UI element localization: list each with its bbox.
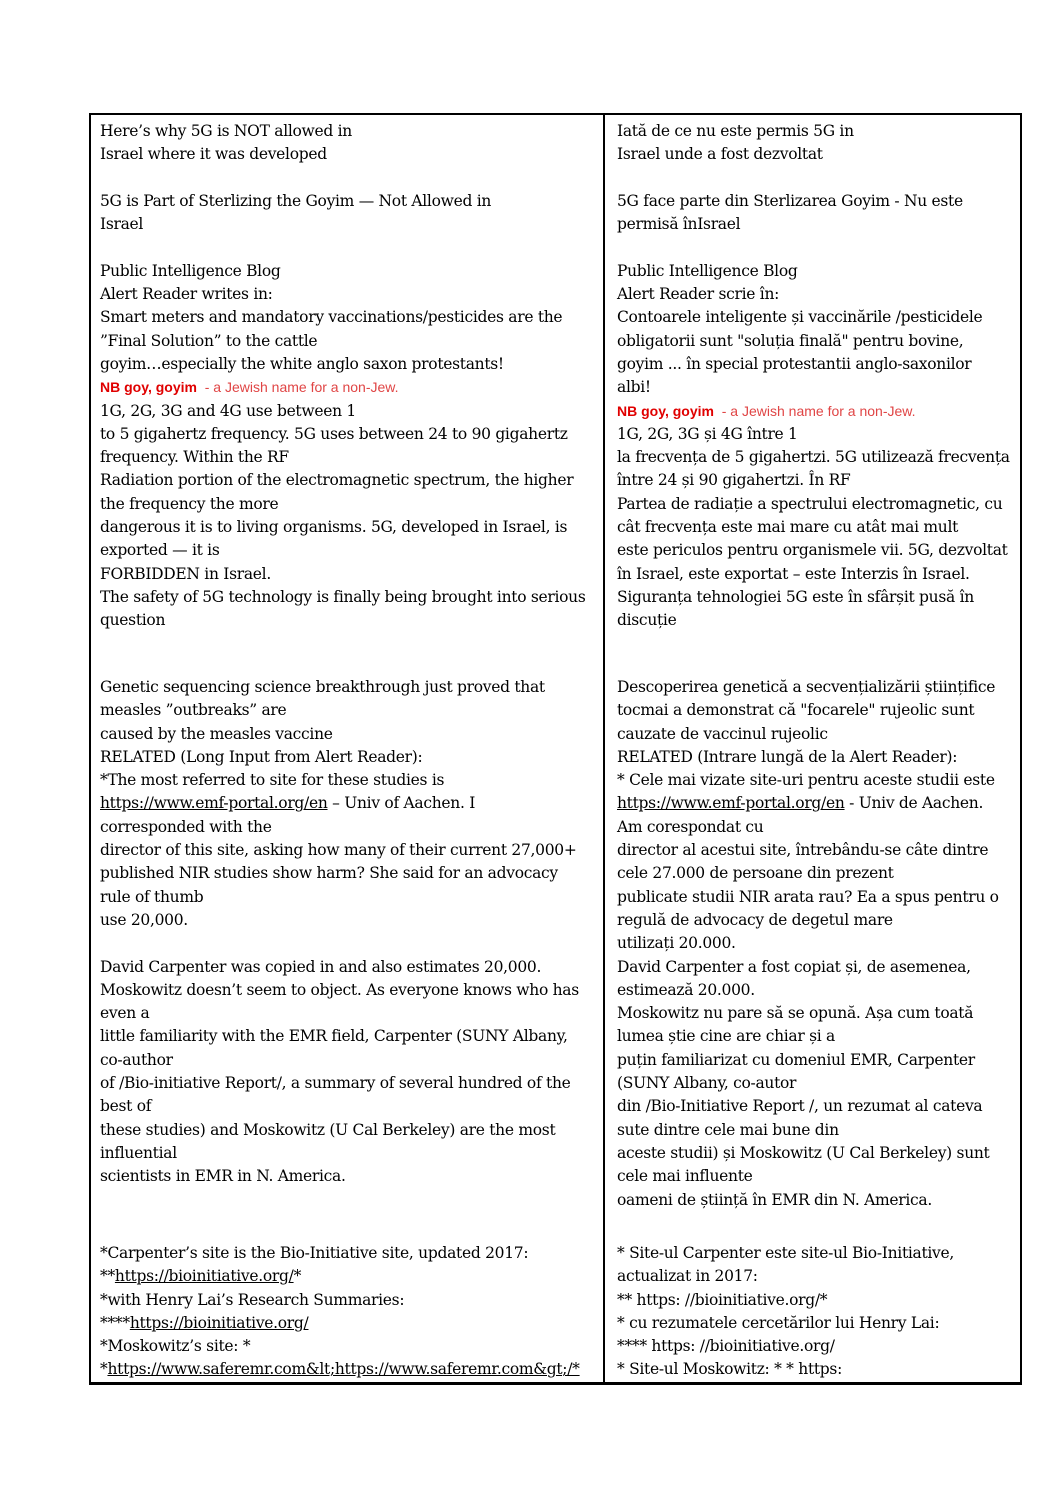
text-line <box>617 586 1012 609</box>
text-line <box>100 839 595 862</box>
text-segment: best of <box>100 1097 152 1116</box>
text-segment: *Moskowitz’s site: * <box>100 1337 251 1356</box>
text-segment: la frecvența de 5 gigahertzi. 5G utilizează frecvența <box>617 448 1010 467</box>
text-segment: corresponded with the <box>100 817 272 836</box>
text-segment: Siguranța tehnologiei 5G este în sfârșit pusă în <box>617 587 974 606</box>
romanian-cell <box>604 114 1021 671</box>
text-line <box>617 260 1012 283</box>
text-segment: FORBIDDEN in Israel. <box>100 564 271 583</box>
text-segment: obligatorii sunt "soluția finală" pentru bovine, <box>617 331 964 350</box>
text-segment: Genetic sequencing science breakthrough just proved that <box>100 678 545 696</box>
text-segment: 1G, 2G, 3G and 4G use between 1 <box>100 401 356 420</box>
text-line <box>617 1189 1012 1212</box>
text-segment: (SUNY Albany, co-autor <box>617 1074 797 1093</box>
text-line <box>617 1335 1012 1358</box>
text-line <box>617 516 1012 539</box>
text-segment: * Site-ul Carpenter este site-ul Bio-Initiative, <box>617 1244 955 1262</box>
text-segment: puțin familiarizat cu domeniul EMR, Carpenter <box>617 1050 975 1069</box>
text-line <box>617 1025 1012 1048</box>
text-line <box>617 143 1012 166</box>
text-segment: regulă de advocacy de degetul mare <box>617 910 893 929</box>
text-segment: Public Intelligence Blog <box>617 261 798 280</box>
text-line <box>617 699 1012 722</box>
text-line <box>100 539 595 562</box>
text-segment: published NIR studies show harm? She said for an advocacy <box>100 864 558 883</box>
text-line <box>617 816 1012 839</box>
text-line <box>100 676 595 699</box>
text-line <box>617 353 1012 376</box>
text-line <box>100 1165 595 1188</box>
text-line <box>617 886 1012 909</box>
text-line <box>617 423 1012 446</box>
text-segment: caused by the measles vaccine <box>100 724 333 743</box>
text-segment: – Univ of Aachen. I <box>327 794 476 813</box>
text-line <box>617 769 1012 792</box>
text-line <box>100 1025 595 1048</box>
table-row <box>90 1237 1021 1383</box>
text-segment: este periculos pentru organismele vii. 5G, dezvoltat <box>617 541 1008 560</box>
text-line <box>617 1119 1012 1142</box>
text-segment: lumea știe cine are chiar și a <box>617 1027 835 1046</box>
text-segment: Israel unde a fost dezvoltat <box>617 145 823 164</box>
text-line <box>617 1072 1012 1095</box>
text-line <box>100 1049 595 1072</box>
text-line <box>100 886 595 909</box>
text-segment: ** <box>100 1267 115 1286</box>
text-segment: permisă înIsrael <box>617 215 741 234</box>
text-line <box>617 1242 1012 1265</box>
text-segment: * Site-ul Moskowitz: * * https: <box>617 1360 843 1379</box>
text-line <box>100 120 595 143</box>
text-segment: Descoperirea genetică a secvențializării științifice <box>617 678 996 696</box>
text-line <box>100 816 595 839</box>
text-segment: * Cele mai vizate site-uri pentru aceste studii este <box>617 771 995 790</box>
text-line <box>100 423 595 446</box>
text-segment: Alert Reader scrie în: <box>617 285 780 304</box>
text-line <box>100 723 595 746</box>
blank-line <box>100 236 595 259</box>
text-line <box>100 1242 595 1265</box>
text-segment: even a <box>100 1004 150 1023</box>
text-line <box>100 563 595 586</box>
text-line <box>100 446 595 469</box>
english-cell <box>90 114 604 671</box>
text-line <box>100 1072 595 1095</box>
text-segment: Here’s why 5G is NOT allowed in <box>100 122 352 140</box>
text-line <box>100 213 595 236</box>
text-line <box>100 609 595 632</box>
text-line <box>617 862 1012 885</box>
text-segment: dangerous it is to living organisms. 5G, developed in Israel, is <box>100 518 568 537</box>
text-segment: *Carpenter’s site is the Bio-Initiative site, updated 2017: <box>100 1244 529 1262</box>
text-line <box>617 213 1012 236</box>
text-line <box>100 1119 595 1142</box>
text-line <box>100 330 595 353</box>
annotation-text: NB goy, goyim <box>617 402 714 419</box>
text-segment: rule of thumb <box>100 887 204 906</box>
english-cell <box>90 1237 604 1383</box>
text-segment: sute dintre cele mai bune din <box>617 1120 839 1139</box>
text-line <box>617 979 1012 1002</box>
text-segment: Moskowitz doesn’t seem to object. As everyone knows who has <box>100 980 579 999</box>
text-segment: Partea de radiație a spectrului electromagnetic, cu <box>617 494 1003 513</box>
text-segment: frequency. Within the RF <box>100 448 289 467</box>
text-segment: RELATED (Intrare lungă de la Alert Reader): <box>617 747 958 766</box>
text-segment: Am corespondat cu <box>617 817 764 836</box>
text-segment: David Carpenter a fost copiat și, de asemenea, <box>617 957 971 976</box>
text-segment: ** https: //bioinitiative.org/* <box>617 1290 828 1309</box>
text-line <box>100 586 595 609</box>
text-line <box>100 516 595 539</box>
romanian-cell <box>604 1237 1021 1383</box>
text-segment: David Carpenter was copied in and also estimates 20,000. <box>100 957 542 976</box>
text-line <box>100 956 595 979</box>
text-segment: RELATED (Long Input from Alert Reader): <box>100 747 423 766</box>
text-segment: of /Bio-initiative Report/, a summary of several hundred of the <box>100 1074 571 1093</box>
text-line <box>100 469 595 492</box>
text-line <box>617 609 1012 632</box>
text-segment: goyim ... în special protestantii anglo-saxonilor <box>617 354 972 373</box>
text-line <box>617 1289 1012 1312</box>
text-segment: în Israel, este exportat – este Interzis în Israel. <box>617 564 970 583</box>
text-line <box>617 539 1012 562</box>
translation-table <box>89 113 1022 1385</box>
text-segment: cele 27.000 de persoane din prezent <box>617 864 894 883</box>
blank-line <box>617 167 1012 190</box>
link[interactable]: https://www.emf-portal.org/en <box>617 794 845 813</box>
text-segment: 5G is Part of Sterlizing the Goyim — Not Allowed in <box>100 191 492 210</box>
text-line <box>100 1002 595 1025</box>
text-line <box>617 376 1012 399</box>
text-line <box>100 353 595 376</box>
text-segment: - Univ de Aachen. <box>844 794 984 813</box>
text-line <box>100 1095 595 1118</box>
text-line <box>100 1289 595 1312</box>
text-line <box>617 1002 1012 1025</box>
text-line <box>100 493 595 516</box>
text-segment: cât frecvența este mai mare cu atât mai mult <box>617 518 959 537</box>
text-segment: these studies) and Moskowitz (U Cal Berkeley) are the most <box>100 1120 556 1139</box>
text-segment: tocmai a demonstrat că "focarele" rujeolic sunt <box>617 701 975 720</box>
text-segment: Public Intelligence Blog <box>100 261 281 280</box>
text-line <box>617 1265 1012 1288</box>
text-segment: publicate studii NIR arata rau? Ea a spus pentru o <box>617 887 999 906</box>
text-segment: scientists in EMR in N. America. <box>100 1167 346 1186</box>
text-segment: din /Bio-Initiative Report /, un rezumat al cateva <box>617 1097 983 1116</box>
text-segment: *The most referred to site for these studies is <box>100 771 445 790</box>
text-segment: cauzate de vaccinul rujeolic <box>617 724 828 743</box>
text-segment: *with Henry Lai’s Research Summaries: <box>100 1290 405 1309</box>
text-line <box>100 1358 595 1381</box>
text-segment: The safety of 5G technology is finally being brought into serious <box>100 587 586 606</box>
text-segment: exported — it is <box>100 541 220 560</box>
text-segment: **** https: //bioinitiative.org/ <box>617 1337 835 1356</box>
table-row <box>90 114 1021 671</box>
text-segment: Israel <box>100 215 144 234</box>
text-line <box>617 469 1012 492</box>
text-line <box>617 493 1012 516</box>
text-segment: Radiation portion of the electromagnetic spectrum, the higher <box>100 471 574 490</box>
text-line <box>617 792 1012 815</box>
text-segment: little familiarity with the EMR field, Carpenter (SUNY Albany, <box>100 1027 568 1046</box>
text-line <box>100 1265 595 1288</box>
text-segment: 1G, 2G, 3G și 4G între 1 <box>617 424 798 443</box>
text-segment: **** <box>100 1313 130 1332</box>
text-segment: cele mai influente <box>617 1167 753 1186</box>
romanian-cell <box>604 671 1021 1237</box>
blank-line <box>100 167 595 190</box>
text-line <box>100 1335 595 1358</box>
text-segment: 5G face parte din Sterlizarea Goyim - Nu este <box>617 191 963 210</box>
text-line <box>100 283 595 306</box>
text-line <box>617 1095 1012 1118</box>
text-segment: Israel where it was developed <box>100 145 327 164</box>
text-line <box>617 563 1012 586</box>
text-line <box>617 446 1012 469</box>
text-line <box>617 839 1012 862</box>
text-line <box>100 862 595 885</box>
text-line <box>100 260 595 283</box>
text-segment: Smart meters and mandatory vaccinations/pesticides are the <box>100 308 563 327</box>
text-line <box>617 909 1012 932</box>
text-segment: * <box>100 1360 108 1379</box>
text-line <box>100 746 595 769</box>
text-segment: Alert Reader writes in: <box>100 285 273 304</box>
link[interactable]: https://bioinitiative.org/ <box>129 1313 309 1332</box>
annotation-text: - a Jewish name for a non-Jew. <box>196 379 399 396</box>
text-segment: * cu rezumatele cercetărilor lui Henry Lai: <box>617 1313 940 1332</box>
text-segment: utilizați 20.000. <box>617 934 736 953</box>
text-segment: question <box>100 611 166 630</box>
text-line <box>617 190 1012 213</box>
text-segment: aceste studii) și Moskowitz (U Cal Berkeley) sunt <box>617 1143 990 1162</box>
text-segment: measles ”outbreaks” are <box>100 701 287 720</box>
text-line <box>100 909 595 932</box>
text-line <box>100 400 595 423</box>
text-line <box>100 306 595 329</box>
text-line <box>617 330 1012 353</box>
text-line <box>100 1142 595 1165</box>
link[interactable]: https://www.saferemr.com&lt;https://www.saferemr.com&gt;/* <box>107 1360 580 1379</box>
text-line <box>617 400 1012 423</box>
text-segment: Iată de ce nu este permis 5G in <box>617 122 854 140</box>
text-segment: * <box>293 1267 302 1286</box>
text-segment: director of this site, asking how many of their current 27,000+ <box>100 841 577 860</box>
text-segment: estimează 20.000. <box>617 980 755 999</box>
text-segment: albi! <box>617 378 651 397</box>
text-segment: oameni de știință în EMR din N. America. <box>617 1190 932 1209</box>
text-line <box>100 792 595 815</box>
text-line <box>617 746 1012 769</box>
text-segment: Contoarele inteligente și vaccinările /pesticidele <box>617 308 983 327</box>
blank-line <box>617 236 1012 259</box>
text-segment: use 20,000. <box>100 910 188 929</box>
blank-line <box>100 932 595 955</box>
link[interactable]: https://bioinitiative.org/ <box>114 1267 294 1286</box>
text-segment: între 24 și 90 gigahertzi. În RF <box>617 471 851 490</box>
text-line <box>100 1312 595 1335</box>
text-line <box>617 723 1012 746</box>
text-line <box>100 979 595 1002</box>
text-line <box>617 1358 1012 1381</box>
text-segment: ”Final Solution” to the cattle <box>100 331 318 350</box>
text-line <box>100 143 595 166</box>
text-segment: influential <box>100 1143 177 1162</box>
annotation-text: - a Jewish name for a non-Jew. <box>713 402 916 419</box>
text-segment: actualizat in 2017: <box>617 1267 758 1286</box>
english-cell <box>90 671 604 1237</box>
annotation-text: NB goy, goyim <box>100 379 197 396</box>
text-line <box>617 283 1012 306</box>
text-line <box>617 1165 1012 1188</box>
text-line <box>617 1312 1012 1335</box>
text-line <box>617 1049 1012 1072</box>
text-line <box>100 699 595 722</box>
text-segment: discuție <box>617 611 677 630</box>
text-segment: to 5 gigahertz frequency. 5G uses between 24 to 90 gigahertz <box>100 424 568 443</box>
table-row <box>90 671 1021 1237</box>
text-segment: director al acestui site, întrebându-se câte dintre <box>617 841 989 860</box>
text-segment: co-author <box>100 1050 173 1069</box>
text-segment: goyim…especially the white anglo saxon protestants! <box>100 354 504 373</box>
text-line <box>617 956 1012 979</box>
text-line <box>617 676 1012 699</box>
text-line <box>100 769 595 792</box>
text-line <box>617 1142 1012 1165</box>
text-line <box>617 306 1012 329</box>
text-line <box>100 376 595 399</box>
text-line <box>617 120 1012 143</box>
text-segment: Moskowitz nu pare să se opună. Așa cum toată <box>617 1004 974 1023</box>
link[interactable]: https://www.emf-portal.org/en <box>100 794 328 813</box>
text-line <box>617 932 1012 955</box>
text-line <box>100 190 595 213</box>
text-segment: the frequency the more <box>100 494 279 513</box>
